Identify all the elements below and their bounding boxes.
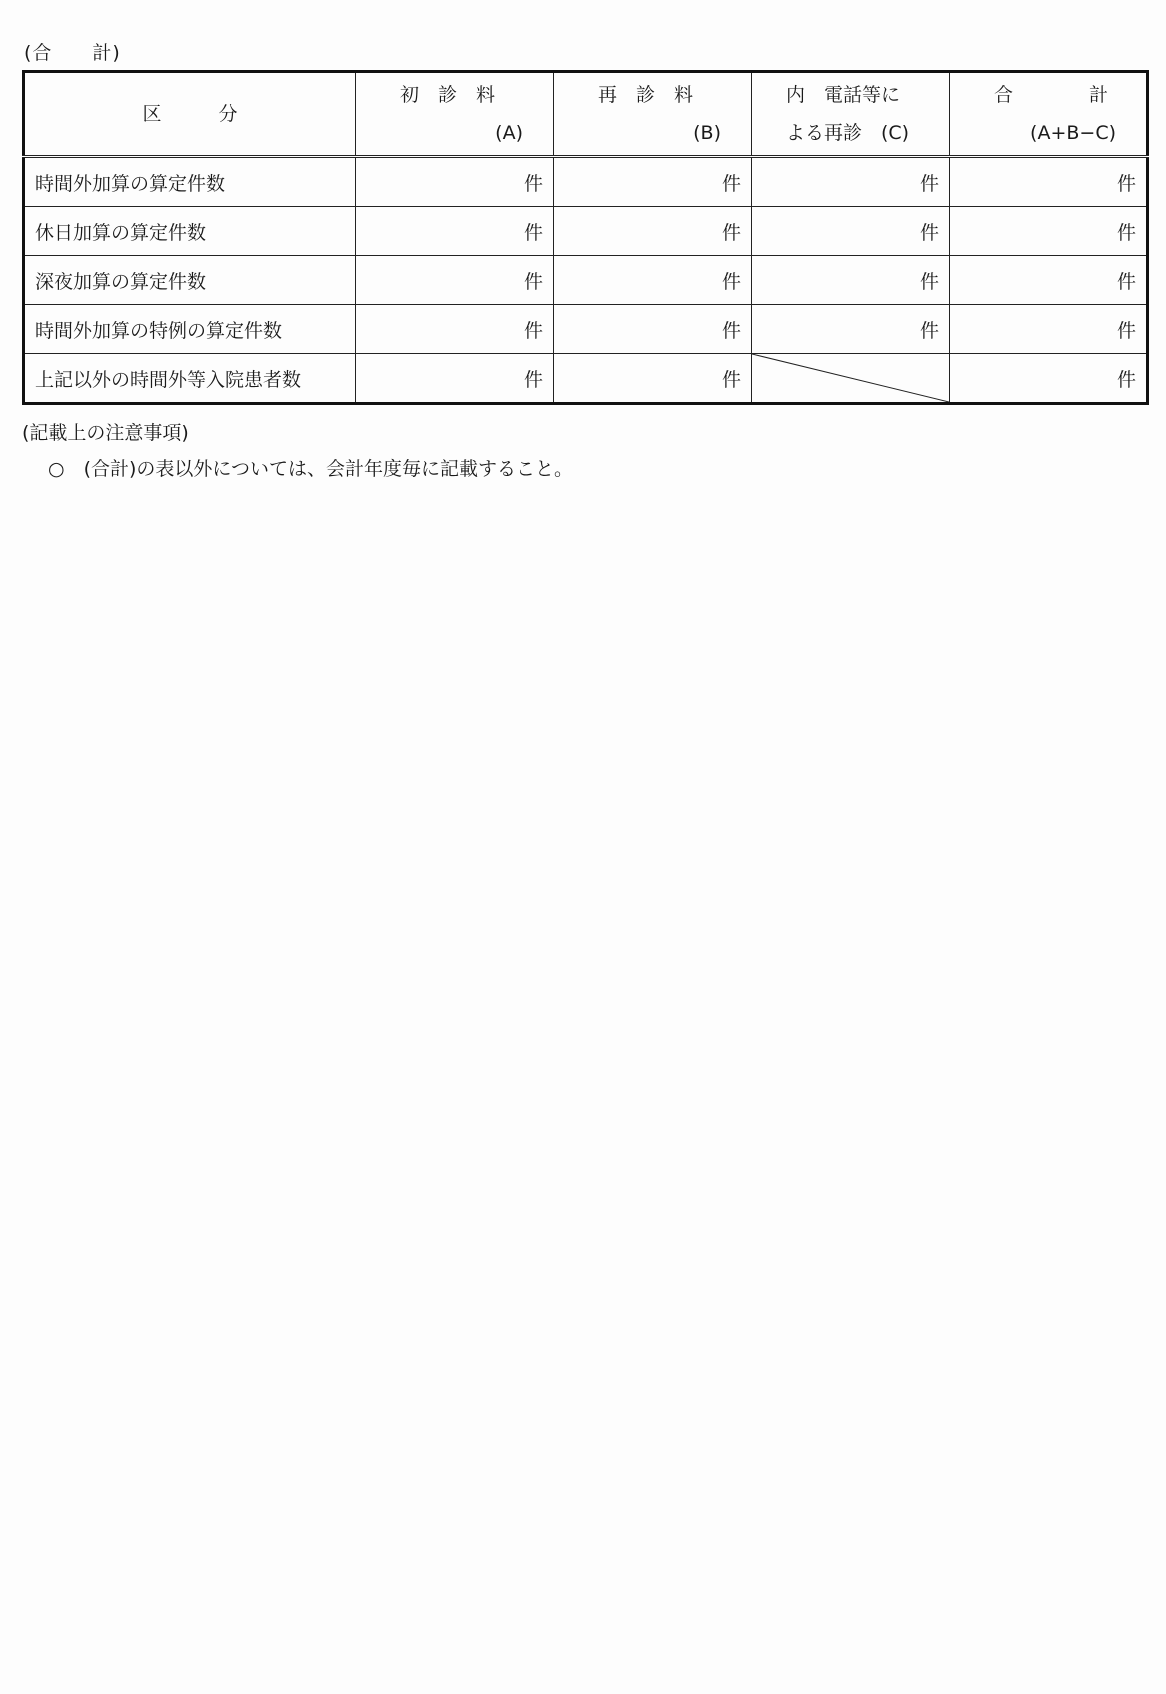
cell-phone: 件 xyxy=(752,157,950,207)
diagonal-strike xyxy=(752,354,949,402)
row-label: 時間外加算の算定件数 xyxy=(24,157,356,207)
cell-revisit: 件 xyxy=(554,157,752,207)
header-total-line1: 合 計 xyxy=(994,84,1109,106)
cell-revisit: 件 xyxy=(554,305,752,354)
cell-total: 件 xyxy=(950,157,1148,207)
header-revisit-fee-line2: (B) xyxy=(693,122,721,144)
cell-total: 件 xyxy=(950,354,1148,404)
header-phone-revisit-line2: よる再診 (C) xyxy=(786,122,910,144)
cell-initial: 件 xyxy=(356,354,554,404)
table-row xyxy=(24,157,1148,207)
section-title: (合 計) xyxy=(24,42,121,64)
header-initial-fee-line2: (A) xyxy=(495,122,523,144)
header-revisit-fee xyxy=(554,72,752,157)
header-phone-revisit-line1: 内 電話等に xyxy=(786,84,901,106)
header-revisit-fee-line1: 再 診 料 xyxy=(598,84,694,106)
header-phone-revisit xyxy=(752,72,950,157)
row-label: 時間外加算の特例の算定件数 xyxy=(24,305,356,354)
row-label: 上記以外の時間外等入院患者数 xyxy=(24,354,356,404)
row-label: 休日加算の算定件数 xyxy=(24,207,356,256)
cell-phone-not-applicable xyxy=(752,354,950,404)
header-category xyxy=(24,72,356,157)
cell-phone: 件 xyxy=(752,305,950,354)
notes-title: (記載上の注意事項) xyxy=(22,422,189,444)
table-row xyxy=(24,305,1148,354)
header-row xyxy=(24,72,1148,157)
cell-phone: 件 xyxy=(752,207,950,256)
cell-revisit: 件 xyxy=(554,207,752,256)
cell-total: 件 xyxy=(950,256,1148,305)
cell-initial: 件 xyxy=(356,256,554,305)
cell-initial: 件 xyxy=(356,305,554,354)
cell-total: 件 xyxy=(950,207,1148,256)
cell-phone: 件 xyxy=(752,256,950,305)
cell-revisit: 件 xyxy=(554,354,752,404)
note-item: ○ (合計)の表以外については、会計年度毎に記載すること。 xyxy=(48,458,574,480)
cell-revisit: 件 xyxy=(554,256,752,305)
table-row xyxy=(24,354,1148,404)
summary-table xyxy=(22,70,1149,405)
header-initial-fee xyxy=(356,72,554,157)
header-initial-fee-line1: 初 診 料 xyxy=(400,84,496,106)
cell-total: 件 xyxy=(950,305,1148,354)
header-total-line2: (A+B−C) xyxy=(1030,122,1116,144)
cell-initial: 件 xyxy=(356,157,554,207)
header-category-label: 区 分 xyxy=(142,103,238,125)
row-label: 深夜加算の算定件数 xyxy=(24,256,356,305)
header-total xyxy=(950,72,1148,157)
table-row xyxy=(24,256,1148,305)
table-row xyxy=(24,207,1148,256)
cell-initial: 件 xyxy=(356,207,554,256)
